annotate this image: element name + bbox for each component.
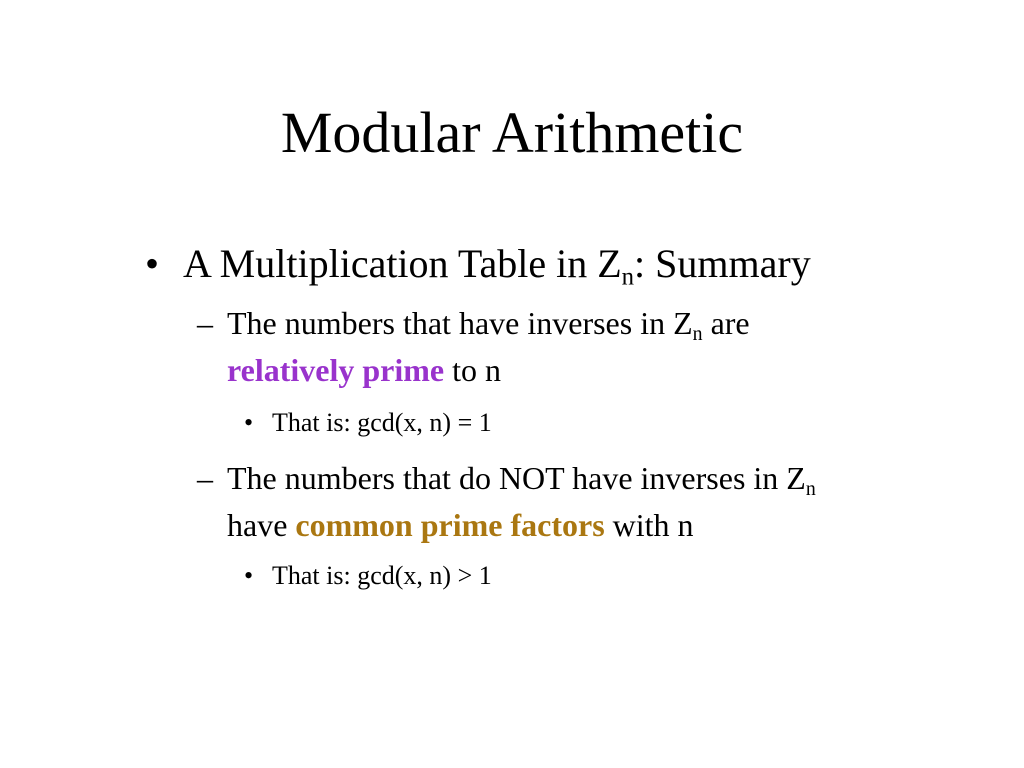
common-prime-factors-emphasis: common prime factors [295, 507, 605, 543]
bullet-multiplication-table [183, 240, 811, 291]
item-no-inverses-line2 [227, 505, 694, 545]
bullet-text-suffix: : Summary [634, 241, 811, 286]
item-text-suffix: to n [444, 352, 501, 388]
relatively-prime-emphasis: relatively prime [227, 352, 445, 388]
dash-marker: – [197, 305, 213, 341]
gcd-equals-one: That is: gcd(x, n) = 1 [272, 408, 492, 437]
dash-marker: – [197, 460, 213, 496]
bullet-marker: • [244, 561, 254, 590]
subscript-n: n [692, 322, 703, 345]
item-text-suffix: with n [604, 507, 694, 543]
item-text-suffix: are [702, 305, 750, 341]
item-text: The numbers that have inverses in Z [227, 305, 693, 341]
item-text: have [227, 507, 296, 543]
item-inverses-line2 [227, 350, 501, 390]
bullet-marker: • [145, 241, 160, 286]
subscript-n: n [621, 263, 635, 291]
gcd-greater-than-one: That is: gcd(x, n) > 1 [272, 561, 492, 590]
slide-title: Modular Arithmetic [280, 100, 744, 165]
item-inverses-line1 [227, 303, 750, 343]
bullet-text: A Multiplication Table in Z [183, 241, 622, 286]
item-text: The numbers that do NOT have inverses in Z [227, 460, 806, 496]
item-no-inverses-line1 [227, 458, 816, 498]
subscript-n: n [805, 477, 816, 500]
bullet-marker: • [244, 408, 254, 437]
